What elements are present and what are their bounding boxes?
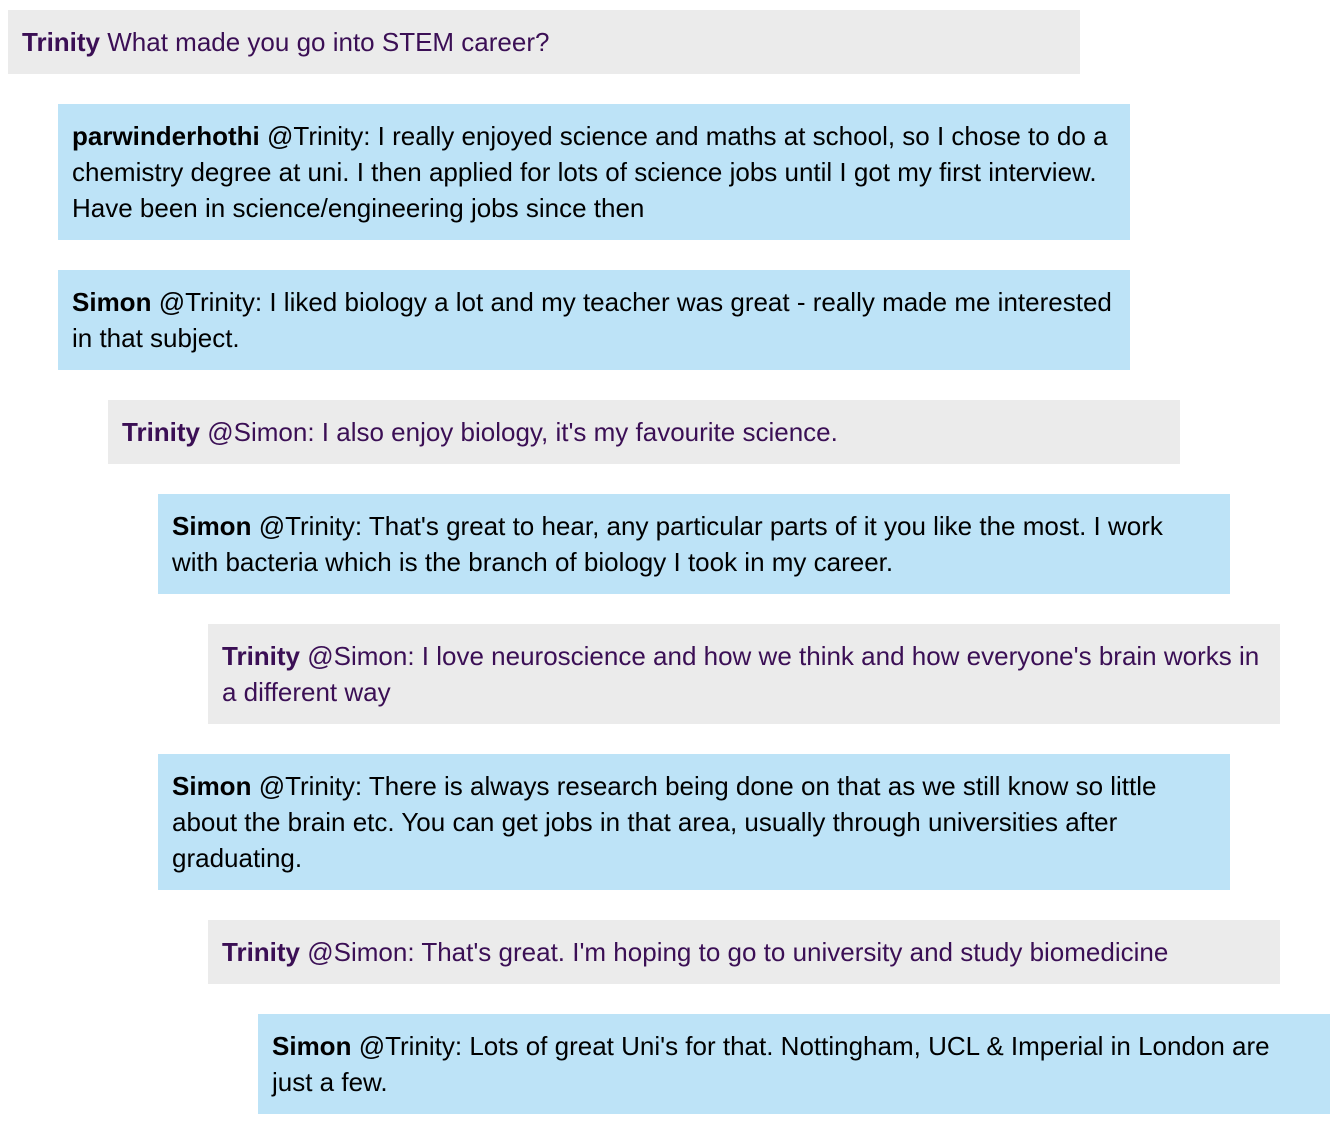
message-author: Simon <box>172 511 252 541</box>
message-text: @Simon: I love neuroscience and how we think and how everyone's brain works in a different way <box>222 641 1260 707</box>
chat-message <box>258 1014 1330 1114</box>
chat-message <box>208 920 1280 984</box>
message-text: @Trinity: That's great to hear, any particular parts of it you like the most. I work with bacteria which is the branch of biology I took in my career. <box>172 511 1163 577</box>
message-author: Trinity <box>222 641 301 671</box>
message-text: @Trinity: There is always research being done on that as we still know so little about the brain etc. You can get jobs in that area, usually through universities after graduating. <box>172 771 1157 873</box>
chat-message <box>58 104 1130 240</box>
chat-message <box>108 400 1180 464</box>
message-text: @Trinity: I liked biology a lot and my teacher was great - really made me interested in that subject. <box>72 287 1112 353</box>
chat-message <box>8 10 1080 74</box>
message-author: Trinity <box>22 27 101 57</box>
message-author: Simon <box>272 1031 352 1061</box>
chat-message <box>158 754 1230 890</box>
message-text: @Trinity: Lots of great Uni's for that. Nottingham, UCL & Imperial in London are just a few. <box>272 1031 1270 1097</box>
chat-message <box>208 624 1280 724</box>
message-text: @Simon: I also enjoy biology, it's my favourite science. <box>207 417 838 447</box>
message-text: What made you go into STEM career? <box>107 27 550 57</box>
message-author: parwinderhothi <box>72 121 260 151</box>
message-text: @Trinity: I really enjoyed science and maths at school, so I chose to do a chemistry degree at uni. I then applied for lots of science jobs until I got my first interview. Have been in science/engineering jobs since then <box>72 121 1108 223</box>
message-author: Trinity <box>122 417 201 447</box>
message-text: @Simon: That's great. I'm hoping to go to university and study biomedicine <box>307 937 1169 967</box>
chat-message <box>158 494 1230 594</box>
message-author: Trinity <box>222 937 301 967</box>
chat-message <box>58 270 1130 370</box>
message-author: Simon <box>172 771 252 801</box>
message-author: Simon <box>72 287 152 317</box>
